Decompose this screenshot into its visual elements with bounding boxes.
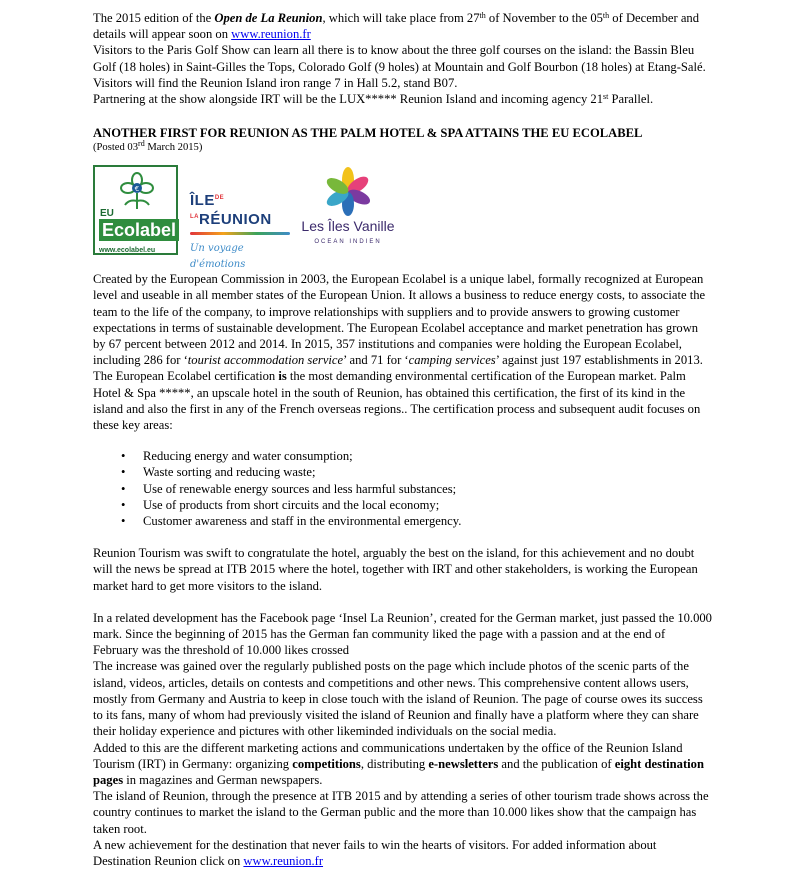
bold-term: is <box>278 369 287 384</box>
intro-paragraph-2: Visitors to the Paris Golf Show can learn all there is to know about the three golf courses on the island: the Bassin Bleu Golf (18 holes) in Saint-Gilles the Tops, Colorado Golf (9 holes) at Mountain and Golf Bourbon (18 holes) at Etang-Salé. Visitors will find the Reunion Island iron range 7 in Hall 5.2, stand B07. <box>93 43 706 90</box>
body-text: Created by the European Commission in 2003, the European Ecolabel is a unique label, formally recognized at European level and useable in all member states of the European Union. It allows a business to reduce energy costs, to associate the team to the life of the company, to improve relationships with suppliers and to provide answers to growing customer expectations in terms of sustainable development. The European Ecolabel acceptance and market penetration has grown by 67 percent between 2012 and 2014. In 2015, 357 institutions and companies were holding the European Ecolabel, including 286 for ‘ <box>93 272 706 368</box>
iles-vanille-logo <box>298 166 398 256</box>
document-page <box>93 10 713 869</box>
list-item: • Waste sorting and reducing waste; <box>123 464 713 480</box>
posted-date <box>93 141 713 154</box>
reunion-link[interactable]: www.reunion.fr <box>243 853 324 868</box>
body-text: The European Ecolabel certification <box>93 369 279 384</box>
ecolabel-url: www.ecolabel.eu <box>99 247 156 255</box>
intro-text: Partnering at the show alongside IRT will be the LUX***** Reunion Island and incoming agency 21 <box>93 92 604 107</box>
intro-paragraph-3 <box>93 91 713 107</box>
ile-de-la: DE LA <box>190 195 225 221</box>
vanille-subtitle: OCEAN INDIEN <box>314 239 382 246</box>
bold-term: competitions <box>292 756 361 771</box>
ordinal-suffix: st <box>603 92 609 102</box>
key-areas-list <box>93 448 713 529</box>
ile-tagline: Un voyage d'émotions <box>190 242 246 270</box>
body-text: the most demanding environmental certification of the European market. Palm Hotel & Spa *****, an upscale hotel in the south of Reunion, has obtained this certification, the first of its kind in the island and also the first in any of the French overseas regions.. The certification process and subsequent audit focuses on these key areas: <box>93 369 701 433</box>
italic-term: tourist accommodation service <box>187 353 344 368</box>
list-item: • Use of renewable energy sources and less harmful substances; <box>123 481 713 497</box>
ecolabel-flower-icon <box>117 171 157 211</box>
body-paragraph-1 <box>93 271 713 368</box>
body-text: and the publication of <box>498 756 615 771</box>
ecolabel-word: Ecolabel <box>99 219 179 241</box>
ile-title <box>190 190 300 228</box>
svg-text:€: € <box>134 185 140 194</box>
body-paragraph-8 <box>93 837 713 869</box>
intro-text: , which will take place from 27 <box>322 11 480 25</box>
ile-color-line <box>190 232 290 235</box>
vanille-flower-icon <box>320 166 376 216</box>
posted-text: (Posted 03 <box>93 142 139 154</box>
body-paragraph-4: In a related development has the Facebook page ‘Insel La Reunion’, created for the German market, just passed the 10.000 mark. Since the beginning of 2015 has the German fan community liked the page with a passion and at the end of February was the threshold of 10.000 likes crossed <box>93 610 712 658</box>
intro-text: of November to the 05 <box>485 11 603 25</box>
body-paragraph-7: The island of Reunion, through the presence at ITB 2015 and by attending a series of other tourism trade shows across the country continues to market the island to the German public and the more than 10.000 likes show that the campaign has taken root. <box>93 789 709 836</box>
italic-term: camping services <box>408 353 496 368</box>
body-text: A new achievement for the destination that never fails to win the hearts of visitors. For added information about Destination Reunion click on <box>93 837 657 868</box>
reunion-link[interactable]: www.reunion.fr <box>231 27 311 42</box>
intro-text: Parallel. <box>608 92 654 107</box>
ordinal-suffix: th <box>602 11 610 20</box>
body-text: in magazines and German newspapers. <box>123 772 323 787</box>
ordinal-suffix: th <box>479 11 486 20</box>
ile-word: ÎLE <box>190 192 215 210</box>
bold-term: e-newsletters <box>428 756 499 771</box>
body-paragraph-3: Reunion Tourism was swift to congratulate the hotel, arguably the best on the island, for this achievement and no doubt will the news be spread at ITB 2015 where the hotel, together with IRT and other stakeholders, is working the European market hard to get more visitors to the island. <box>93 546 698 593</box>
body-paragraph-6 <box>93 740 713 789</box>
eu-ecolabel-logo <box>93 165 178 255</box>
article-heading: ANOTHER FIRST FOR REUNION AS THE PALM HOTEL & SPA ATTAINS THE EU ECOLABEL <box>93 126 643 141</box>
reunion-word: RÉUNION <box>199 211 272 229</box>
body-paragraph-5: The increase was gained over the regularly published posts on the page which include photos of the scenic parts of the island, videos, articles, details on contests and competitions and other news. This comprehensive content allows users, mostly from Germany and Austria to keep in close touch with the island of Reunion. The page of course owes its success to its fans, many of whom had previously visited the island of Reunion and finally have a platform where they can share their holiday experience and pictures with other likeminded individuals on the social media. <box>93 659 703 739</box>
body-text: ’ and 71 for ‘ <box>343 353 409 368</box>
ordinal-suffix: rd <box>138 139 145 149</box>
body-text: Added to this are the different marketing actions and communications undertaken by the office of the Reunion Island Tourism (IRT) in Germany: organizing <box>93 740 683 771</box>
intro-text: of December and details will appear soon on <box>93 11 700 42</box>
body-text: , distributing <box>360 756 429 771</box>
body-text: ’ against just 197 establishments in 2013. <box>495 353 703 368</box>
body-paragraph-2 <box>93 368 713 433</box>
event-name: Open de La Reunion <box>214 11 323 25</box>
intro-paragraph-1 <box>93 10 713 42</box>
bold-term: eight destination pages <box>93 756 704 787</box>
list-item: • Reducing energy and water consumption; <box>123 448 713 464</box>
intro-text: The 2015 edition of the <box>93 11 215 25</box>
vanille-title: Les Îles Vanille <box>301 218 395 235</box>
ile-de-la-reunion-logo <box>190 190 300 270</box>
ecolabel-eu-text: EU <box>100 208 114 220</box>
list-item: • Use of products from short circuits and the local economy; <box>123 497 713 513</box>
posted-text: March 2015) <box>144 142 203 154</box>
logo-strip <box>93 160 713 270</box>
list-item: • Customer awareness and staff in the environmental emergency. <box>123 513 713 529</box>
